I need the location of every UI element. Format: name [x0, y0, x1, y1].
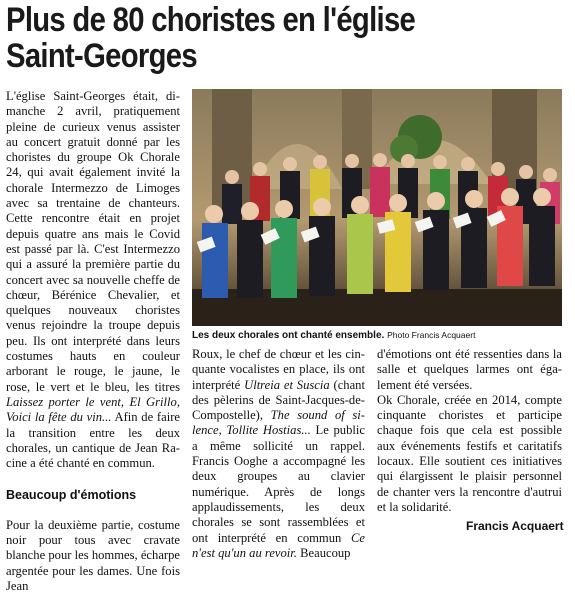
col2-text-b: (chant des pèlerins de Saint-Jacques-de-Compostelle),	[192, 377, 365, 423]
headline-line-2: Saint-Georges	[6, 37, 197, 75]
column-1	[6, 89, 180, 594]
caption-text: Les deux chorales ont chanté ensemble.	[192, 330, 385, 341]
intro-text-end: Afin de faire la transition entre les deux chorales, un cantique de Jean Racine a été chanté en commun.	[6, 410, 180, 471]
headline-line-1: Plus de 80 choristes en l'église	[6, 1, 416, 39]
paragraph-ok-chorale: Ok Chorale, créée en 2014, compte cinquante choristes et participe chaque fois que cela est possible aux événements festifs et caritatifs locaux. Elle soutient ces initiatives qui élargissent le plaisir personnel de chanter vers la rencontre d'autrui et la solidarité.	[377, 392, 562, 514]
paragraph-intro	[6, 89, 180, 471]
photo-caption	[192, 329, 562, 342]
song-titles-4: Ce n'est qu'un au revoir.	[192, 530, 365, 560]
choir-photo	[192, 89, 562, 326]
paragraph-second-part: Pour la deuxième partie, costume noir pour tous avec cravate blanche pour les hommes, écharpe argentée pour les dames. Une fois Jean	[6, 517, 180, 593]
headline	[6, 2, 492, 74]
song-titles-2: Ultreia et Suscia	[244, 377, 330, 392]
col2-text-d: Beaucoup	[300, 545, 351, 560]
song-titles-3: The sound of silence, Tollite Hostias...	[192, 408, 365, 438]
intro-text: L'église Saint-Georges était, dimanche 2 avril, pratiquement pleine de curieux venus assister au concert gratuit donné par les choristes du groupe Ok Chorale 24, qui avait également invité la chorale Intermezzo de Limoges avec sa trentaine de chanteurs. Cette rencontre était en projet depuis quatre ans mais le Covid est passé par là. C'est Intermezzo qui a assuré la première partie du concert avec sa nouvelle cheffe de chœur, Bérénice Chevalier, et quelques nouveaux choristes venus rejoindre la troupe depuis peu. Ils ont interprété dans leurs costumes hauts en couleur arborant le rouge, le jaune, le rose, le vert et le bleu, les titres	[6, 89, 180, 394]
paragraph-second-part-continued	[192, 347, 365, 561]
paragraph-emotions: d'émotions ont été ressenties dans la salle et quelques larmes ont également été versées.	[377, 347, 562, 392]
col2-text-a: Roux, le chef de chœur et les cinquante vocalistes en place, ils ont interprété	[192, 347, 365, 392]
choir-photo-illustration	[192, 89, 562, 326]
column-3	[377, 347, 562, 515]
photo-credit: Photo Francis Acquaert	[387, 330, 476, 340]
author-signature: Francis Acquaert	[466, 519, 564, 533]
subheading: Beaucoup d'émotions	[6, 488, 137, 503]
col2-text-c: Le public a même sollicité un rappel. Francis Ooghe a accompagné les deux groupes au clavier numérique. Après de longs applaudissements, les deux chorales se sont rassemblées et ont interprété en commun	[192, 423, 365, 545]
column-2	[192, 347, 365, 561]
song-titles-1: Laissez porter le vent, El Grillo, Voici la fête du vin...	[6, 394, 180, 425]
